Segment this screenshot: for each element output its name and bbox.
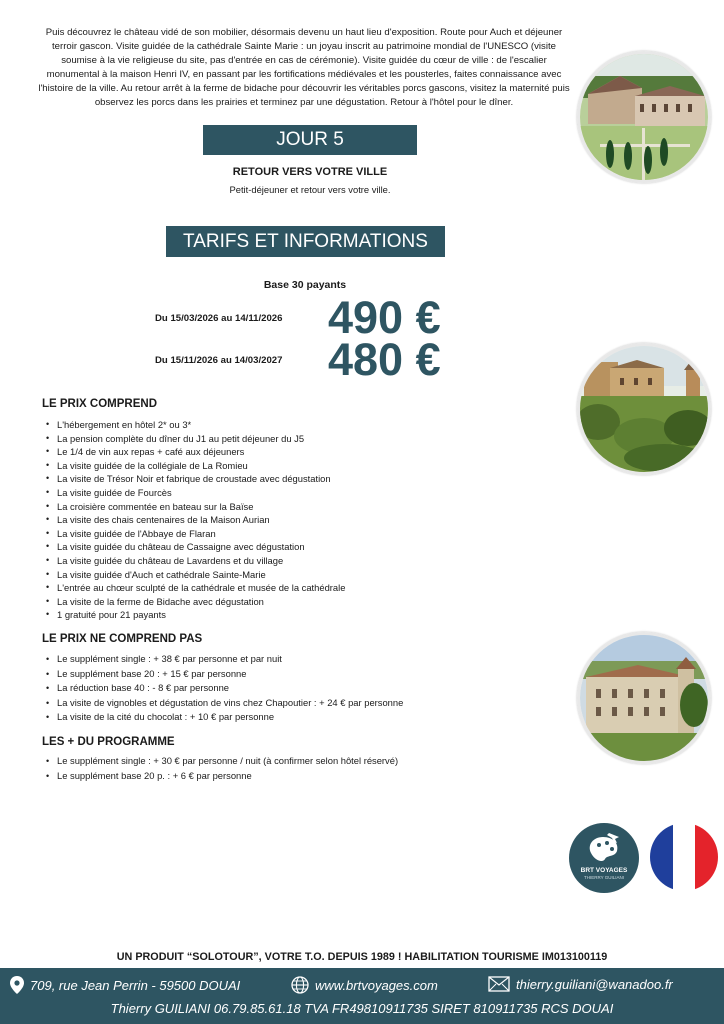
palette-airplane-icon [569, 823, 639, 867]
logo-sub: THIERRY GUILIANI [583, 875, 625, 880]
logo-name: BRT VOYAGES [580, 867, 628, 874]
list-item: • La visite de la cité du chocolat : + 10 € par personne [57, 710, 403, 725]
price-amount: 490 € [328, 292, 441, 343]
list-item: • Le 1/4 de vin aux repas + café aux déjeuners [57, 445, 345, 459]
price-row [150, 334, 470, 385]
plus-title: LES + DU PROGRAMME [42, 736, 175, 748]
day5-text: Petit-déjeuner et retour vers votre ville. [229, 184, 391, 195]
list-item: • La pension complète du dîner du J1 au petit déjeuner du J5 [57, 432, 345, 446]
list-item: • 1 gratuité pour 21 payants [57, 608, 345, 622]
tarifs-heading: TARIFS ET INFORMATIONS [166, 226, 445, 257]
list-item: • La réduction base 40 : - 8 € par personne [57, 681, 403, 696]
footer-address [10, 976, 240, 994]
day5-heading: JOUR 5 [203, 125, 417, 155]
list-item: • Le supplément single : + 38 € par personne et par nuit [57, 652, 403, 667]
globe-icon [291, 976, 309, 994]
footer-email[interactable] [488, 976, 673, 992]
list-item: • La visite guidée de l'Abbaye de Flaran [57, 527, 345, 541]
list-item: • Le supplément base 20 : + 15 € par personne [57, 667, 403, 682]
brt-voyages-logo [569, 823, 639, 893]
list-item: • La croisière commentée en bateau sur la Baïse [57, 500, 345, 514]
comprend-list [45, 418, 345, 622]
list-item: • Le supplément single : + 30 € par personne / nuit (à confirmer selon hôtel réservé) [57, 754, 398, 769]
list-item: • L'entrée au chœur sculpté de la cathédrale et musée de la cathédrale [57, 581, 345, 595]
list-item: • L'hébergement en hôtel 2* ou 3* [57, 418, 345, 432]
list-item: • La visite guidée du château de Cassaigne avec dégustation [57, 540, 345, 554]
list-item: • La visite guidée du château de Lavardens et du village [57, 554, 345, 568]
intro-paragraph: Puis découvrez le château vidé de son mobilier, désormais devenu un haut lieu d'exposition. Route pour Auch et déjeuner terroir gascon. Visite guidée de la cathédrale Sainte Marie : un joyau inscrit au patrimoine mondial de l'UNESCO (visite soumise à la vie religieuse du site, pas d'entrée en cas de cérémonie). Visite guidée du cœur de ville : de l'escalier monumental à la maison Henri IV, en passant par les fortifications médiévales et les pousterles, faites connaissance avec l'histoire de la ville. Au retour arrêt à la ferme de bidache pour découvrir les véritables porcs gascons, visitez la maternité puis observez les porcs dans les prairies et terminez par une dégustation. Retour à l'hôtel pour le dîner. [38, 26, 570, 108]
chateau-photo [577, 343, 711, 475]
day5-title: RETOUR VERS VOTRE VILLE [232, 166, 388, 178]
french-flag-icon [650, 823, 718, 891]
list-item: • La visite de Trésor Noir et fabrique de croustade avec dégustation [57, 472, 345, 486]
mail-icon [488, 976, 510, 992]
list-item: • Le supplément base 20 p. : + 6 € par personne [57, 769, 398, 784]
comprend-title: LE PRIX COMPREND [42, 398, 158, 410]
website-link[interactable]: www.brtvoyages.com [315, 977, 438, 993]
list-item: • La visite guidée d'Auch et cathédrale Sainte-Marie [57, 568, 345, 582]
footer-bar [0, 968, 724, 1024]
price-dates: Du 15/03/2026 au 14/11/2026 [155, 313, 283, 324]
price-dates: Du 15/11/2026 au 14/03/2027 [155, 355, 283, 366]
address-text: 709, rue Jean Perrin - 59500 DOUAI [30, 977, 241, 993]
footer-website[interactable] [291, 976, 438, 994]
ne-comprend-list [45, 652, 403, 725]
list-item: • La visite de la ferme de Bidache avec dégustation [57, 595, 345, 609]
list-item: • La visite guidée de Fourcès [57, 486, 345, 500]
list-item: • La visite des chais centenaires de la Maison Aurian [57, 513, 345, 527]
footer-legal: Thierry GUILIANI 06.79.85.61.18 TVA FR49810911735 SIRET 810911735 RCS DOUAI [110, 1001, 614, 1016]
abbey-photo [577, 51, 711, 183]
email-link[interactable]: thierry.guiliani@wanadoo.fr [516, 976, 673, 992]
footer-tagline: UN PRODUIT “SOLOTOUR”, VOTRE T.O. DEPUIS 1989 ! HABILITATION TOURISME IM013100119 [116, 951, 608, 963]
plus-list [45, 754, 398, 783]
ne-comprend-title: LE PRIX NE COMPREND PAS [42, 633, 203, 645]
list-item: • La visite de vignobles et dégustation de vins chez Chapoutier : + 24 € par personne [57, 696, 403, 711]
map-pin-icon [10, 976, 24, 994]
tarifs-base: Base 30 payants [263, 279, 347, 291]
castle-photo [577, 632, 711, 764]
price-amount: 480 € [328, 334, 441, 385]
list-item: • La visite guidée de la collégiale de La Romieu [57, 459, 345, 473]
